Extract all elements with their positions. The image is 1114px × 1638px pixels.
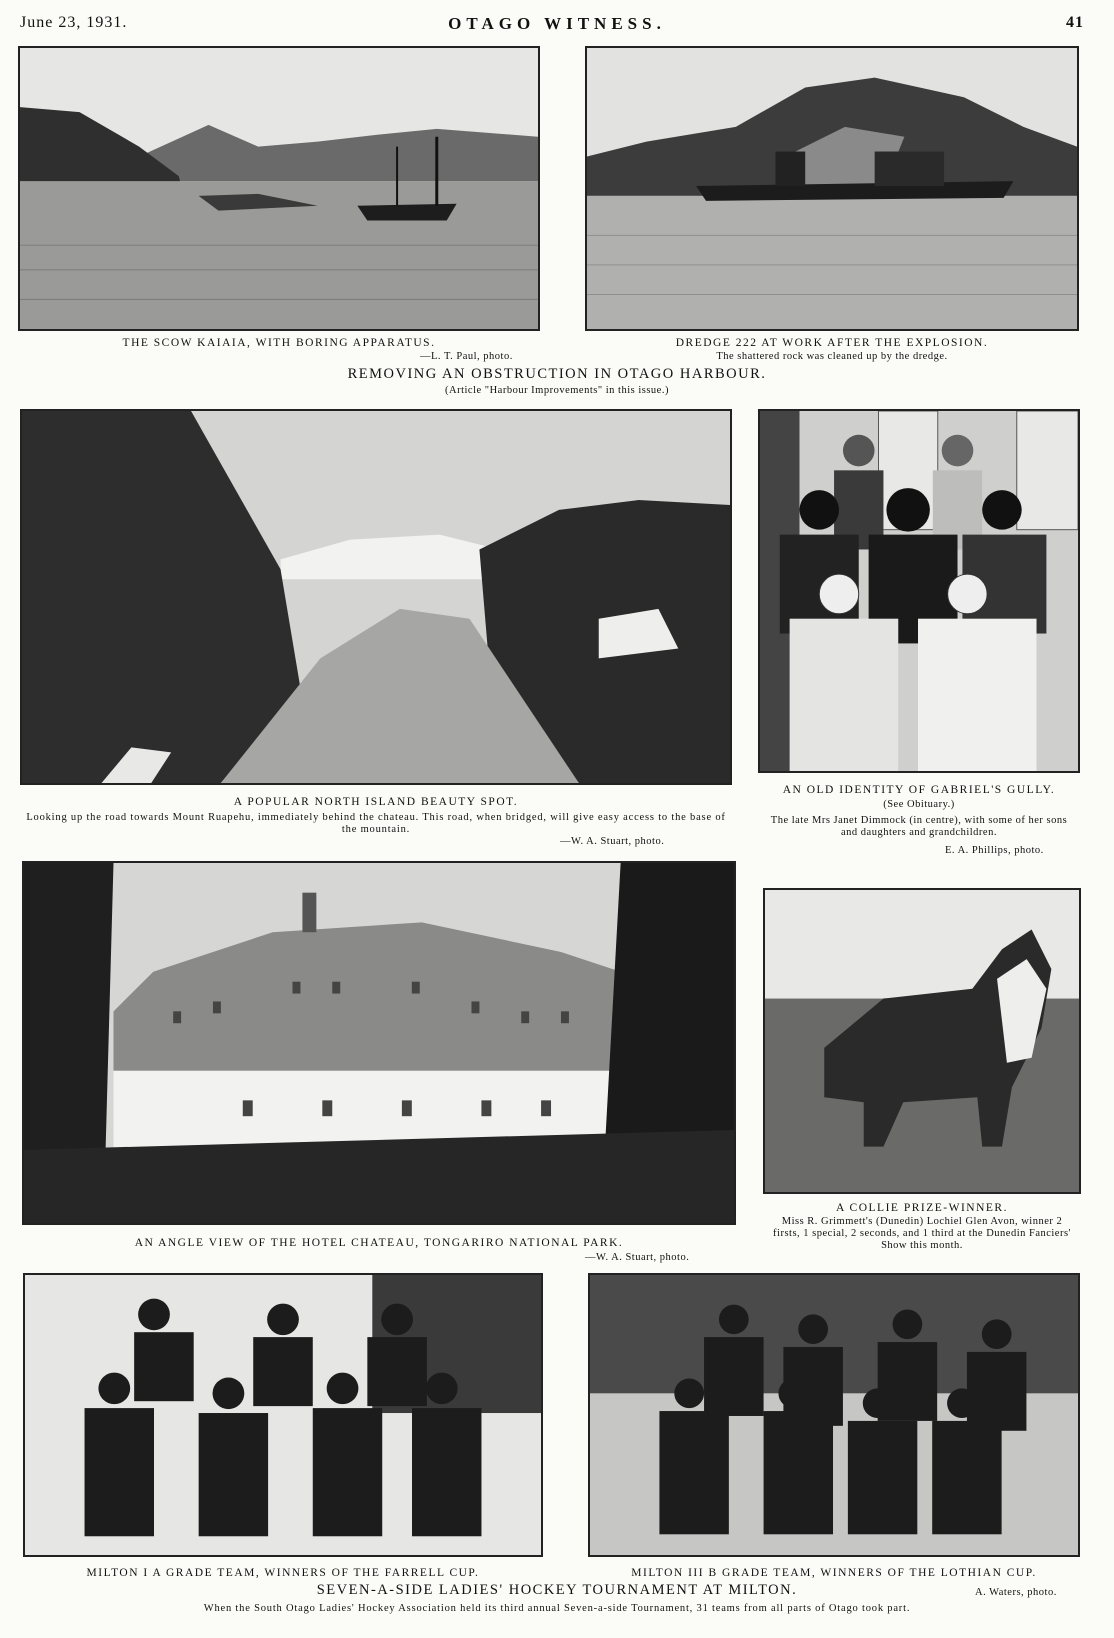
chateau-credit: —W. A. Stuart, photo. [585, 1252, 690, 1263]
milton-iii-caption: MILTON III B GRADE TEAM, WINNERS OF THE LOTHIAN CUP. [631, 1567, 1037, 1579]
chateau-caption: AN ANGLE VIEW OF THE HOTEL CHATEAU, TONGARIRO NATIONAL PARK. [134, 1237, 624, 1249]
beauty-spot-credit: —W. A. Stuart, photo. [560, 836, 665, 847]
harbour-headline: REMOVING AN OBSTRUCTION IN OTAGO HARBOUR. [347, 366, 767, 382]
collie-text: Miss R. Grimmett's (Dunedin) Lochiel Glen Avon, winner 2 firsts, 1 special, 2 seconds, and 1 third at the Dunedin Fanciers' Show this month. [773, 1216, 1071, 1251]
page-number: 41 [1066, 14, 1084, 31]
scow-credit: —L. T. Paul, photo. [420, 351, 513, 362]
dredge-photo [585, 46, 1079, 331]
old-identity-family-photo [758, 409, 1080, 773]
dredge-caption: DREDGE 222 AT WORK AFTER THE EXPLOSION. [675, 337, 989, 349]
old-identity-credit: E. A. Phillips, photo. [945, 845, 1044, 856]
beauty-spot-caption: A POPULAR NORTH ISLAND BEAUTY SPOT. [233, 796, 519, 808]
hockey-credit: A. Waters, photo. [975, 1587, 1057, 1598]
scow-kaiaia-photo [18, 46, 540, 331]
hockey-text: When the South Otago Ladies' Hockey Association held its third annual Seven-a-side Tournament, 31 teams from all parts of Otago took part. [203, 1603, 911, 1614]
issue-date: June 23, 1931. [20, 14, 128, 31]
harbour-article-note: (Article "Harbour Improvements" in this issue.) [445, 385, 669, 396]
collie-caption: A COLLIE PRIZE-WINNER. [836, 1202, 1008, 1214]
beauty-spot-text: Looking up the road towards Mount Ruapehu, immediately behind the chateau. This road, when bridged, will give easy access to the base of the mountain. [26, 812, 726, 835]
milton-iii-hockey-team-photo [588, 1273, 1080, 1557]
collie-photo [763, 888, 1081, 1194]
hockey-headline: SEVEN-A-SIDE LADIES' HOCKEY TOURNAMENT AT MILTON. [316, 1582, 798, 1598]
obituary-note: (See Obituary.) [883, 799, 955, 810]
scow-caption: THE SCOW KAIAIA, WITH BORING APPARATUS. [122, 337, 436, 349]
dredge-subcaption: The shattered rock was cleaned up by the dredge. [716, 351, 948, 362]
beauty-spot-photo [20, 409, 732, 785]
newspaper-title: OTAGO WITNESS. [448, 14, 666, 33]
old-identity-text: The late Mrs Janet Dimmock (in centre), with some of her sons and daughters and grandchildren. [770, 815, 1068, 838]
milton-i-caption: MILTON I A GRADE TEAM, WINNERS OF THE FARRELL CUP. [86, 1567, 480, 1579]
old-identity-caption: AN OLD IDENTITY OF GABRIEL'S GULLY. [782, 784, 1056, 796]
milton-i-hockey-team-photo [23, 1273, 543, 1557]
hotel-chateau-photo [22, 861, 736, 1225]
